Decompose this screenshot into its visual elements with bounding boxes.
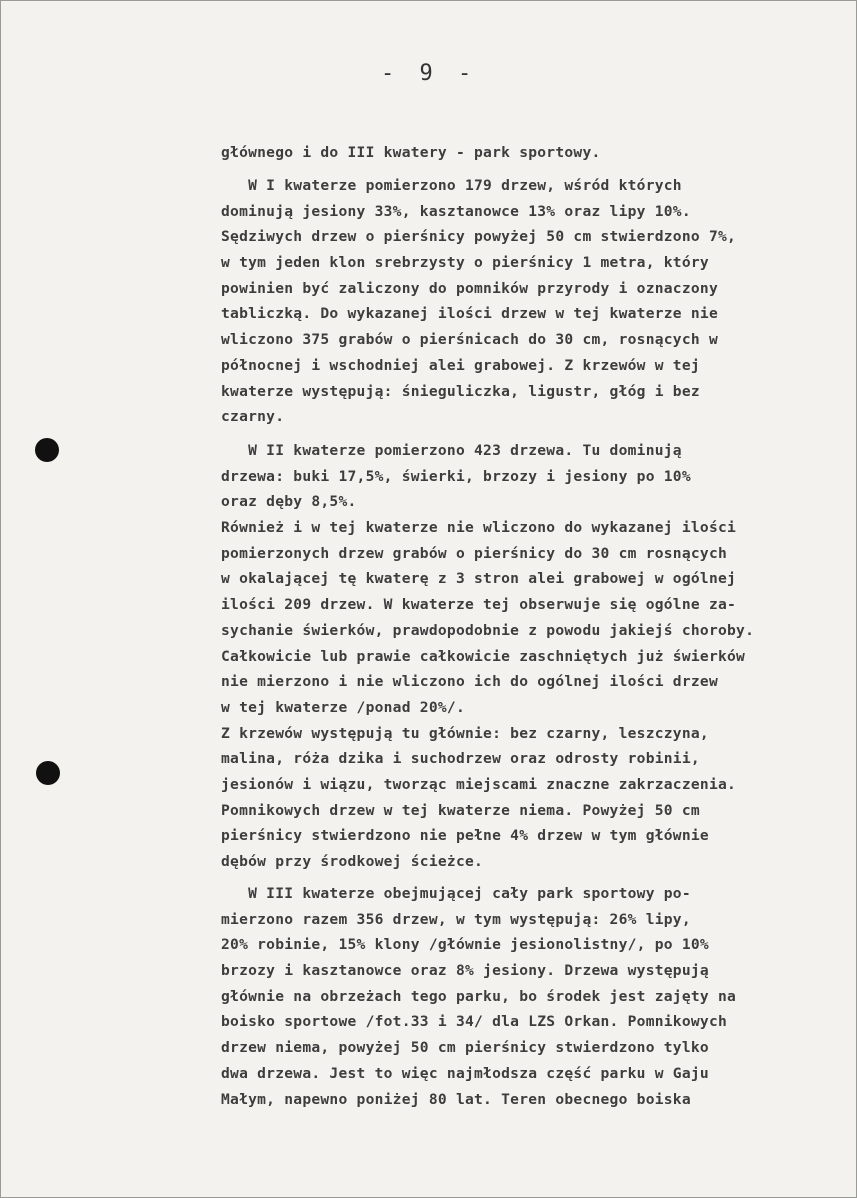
punch-hole-bottom (36, 761, 60, 785)
text-line: drzewa: buki 17,5%, świerki, brzozy i jesiony po 10% (221, 467, 691, 485)
text-line: tabliczką. Do wykazanej ilości drzew w tej kwaterze nie (221, 305, 718, 323)
text-line: brzozy i kasztanowce oraz 8% jesiony. Drzewa występują (221, 962, 709, 980)
text-line: głównie na obrzeżach tego parku, bo środek jest zajęty na (221, 987, 737, 1005)
text-line: drzew niema, powyżej 50 cm pierśnicy stwierdzono tylko (221, 1039, 709, 1057)
text-line: w tej kwaterze /ponad 20%/. (221, 698, 465, 716)
text-line: mierzono razem 356 drzew, w tym występują: 26% lipy, (221, 910, 691, 928)
punch-hole-top (35, 438, 59, 462)
text-line: jesionów i wiązu, tworząc miejscami znaczne zakrzaczenia. (221, 775, 737, 793)
text-line: Pomnikowych drzew w tej kwaterze niema. Powyżej 50 cm (221, 801, 700, 819)
text-line: W I kwaterze pomierzono 179 drzew, wśród których (221, 177, 682, 194)
text-line: północnej i wschodniej alei grabowej. Z krzewów w tej (221, 356, 700, 374)
text-line: dominują jesiony 33%, kasztanowce 13% oraz lipy 10%. (221, 202, 691, 220)
text-line: pierśnicy stwierdzono nie pełne 4% drzew w tym głównie (221, 827, 709, 845)
text-line: Również i w tej kwaterze nie wliczono do wykazanej ilości (221, 519, 737, 537)
text-line: sychanie świerków, prawdopodobnie z powodu jakiejś choroby. (221, 621, 755, 639)
text-line: w tym jeden klon srebrzysty o pierśnicy 1 metra, który (221, 254, 709, 272)
page-number: - 9 - (381, 61, 478, 86)
text-line: Sędziwych drzew o pierśnicy powyżej 50 cm stwierdzono 7%, (221, 228, 737, 246)
text-line: pomierzonych drzew grabów o pierśnicy do 30 cm rosnących (221, 544, 728, 562)
text-line: czarny. (221, 408, 285, 426)
text-block-quarter-3 (221, 881, 851, 1112)
text-line: kwaterze występują: śnieguliczka, ligustr, głóg i bez (221, 382, 700, 400)
text-line: nie mierzono i nie wliczono ich do ogólnej ilości drzew (221, 673, 718, 691)
text-line: Całkowicie lub prawie całkowicie zaschniętych już świerków (221, 647, 746, 665)
text-line: malina, róża dzika i suchodrzew oraz odrosty robinii, (221, 750, 700, 768)
text-block-quarter-1 (221, 173, 851, 430)
text-line: powinien być zaliczony do pomników przyrody i oznaczony (221, 279, 718, 297)
text-line: dwa drzewa. Jest to więc najmłodsza część parku w Gaju (221, 1064, 709, 1082)
text-line: 20% robinie, 15% klony /głównie jesionolistny/, po 10% (221, 936, 709, 954)
text-line: głównego i do III kwatery - park sportowy. (221, 144, 601, 161)
text-line: W II kwaterze pomierzono 423 drzewa. Tu dominują (221, 442, 682, 459)
text-line: oraz dęby 8,5%. (221, 493, 357, 511)
text-line: wliczono 375 grabów o pierśnicach do 30 cm, rosnących w (221, 331, 718, 349)
text-block-intro (221, 140, 851, 166)
text-line: Z krzewów występują tu głównie: bez czarny, leszczyna, (221, 724, 709, 742)
text-line: ilości 209 drzew. W kwaterze tej obserwuje się ogólne za- (221, 596, 737, 614)
text-line: w okalającej tę kwaterę z 3 stron alei grabowej w ogólnej (221, 570, 737, 588)
text-line: dębów przy środkowej ścieżce. (221, 853, 484, 870)
text-line: W III kwaterze obejmującej cały park sportowy po- (221, 885, 691, 902)
text-block-quarter-2 (221, 438, 851, 875)
text-line: Małym, napewno poniżej 80 lat. Teren obecnego boiska (221, 1090, 691, 1108)
text-line: boisko sportowe /fot.33 i 34/ dla LZS Orkan. Pomnikowych (221, 1013, 728, 1031)
